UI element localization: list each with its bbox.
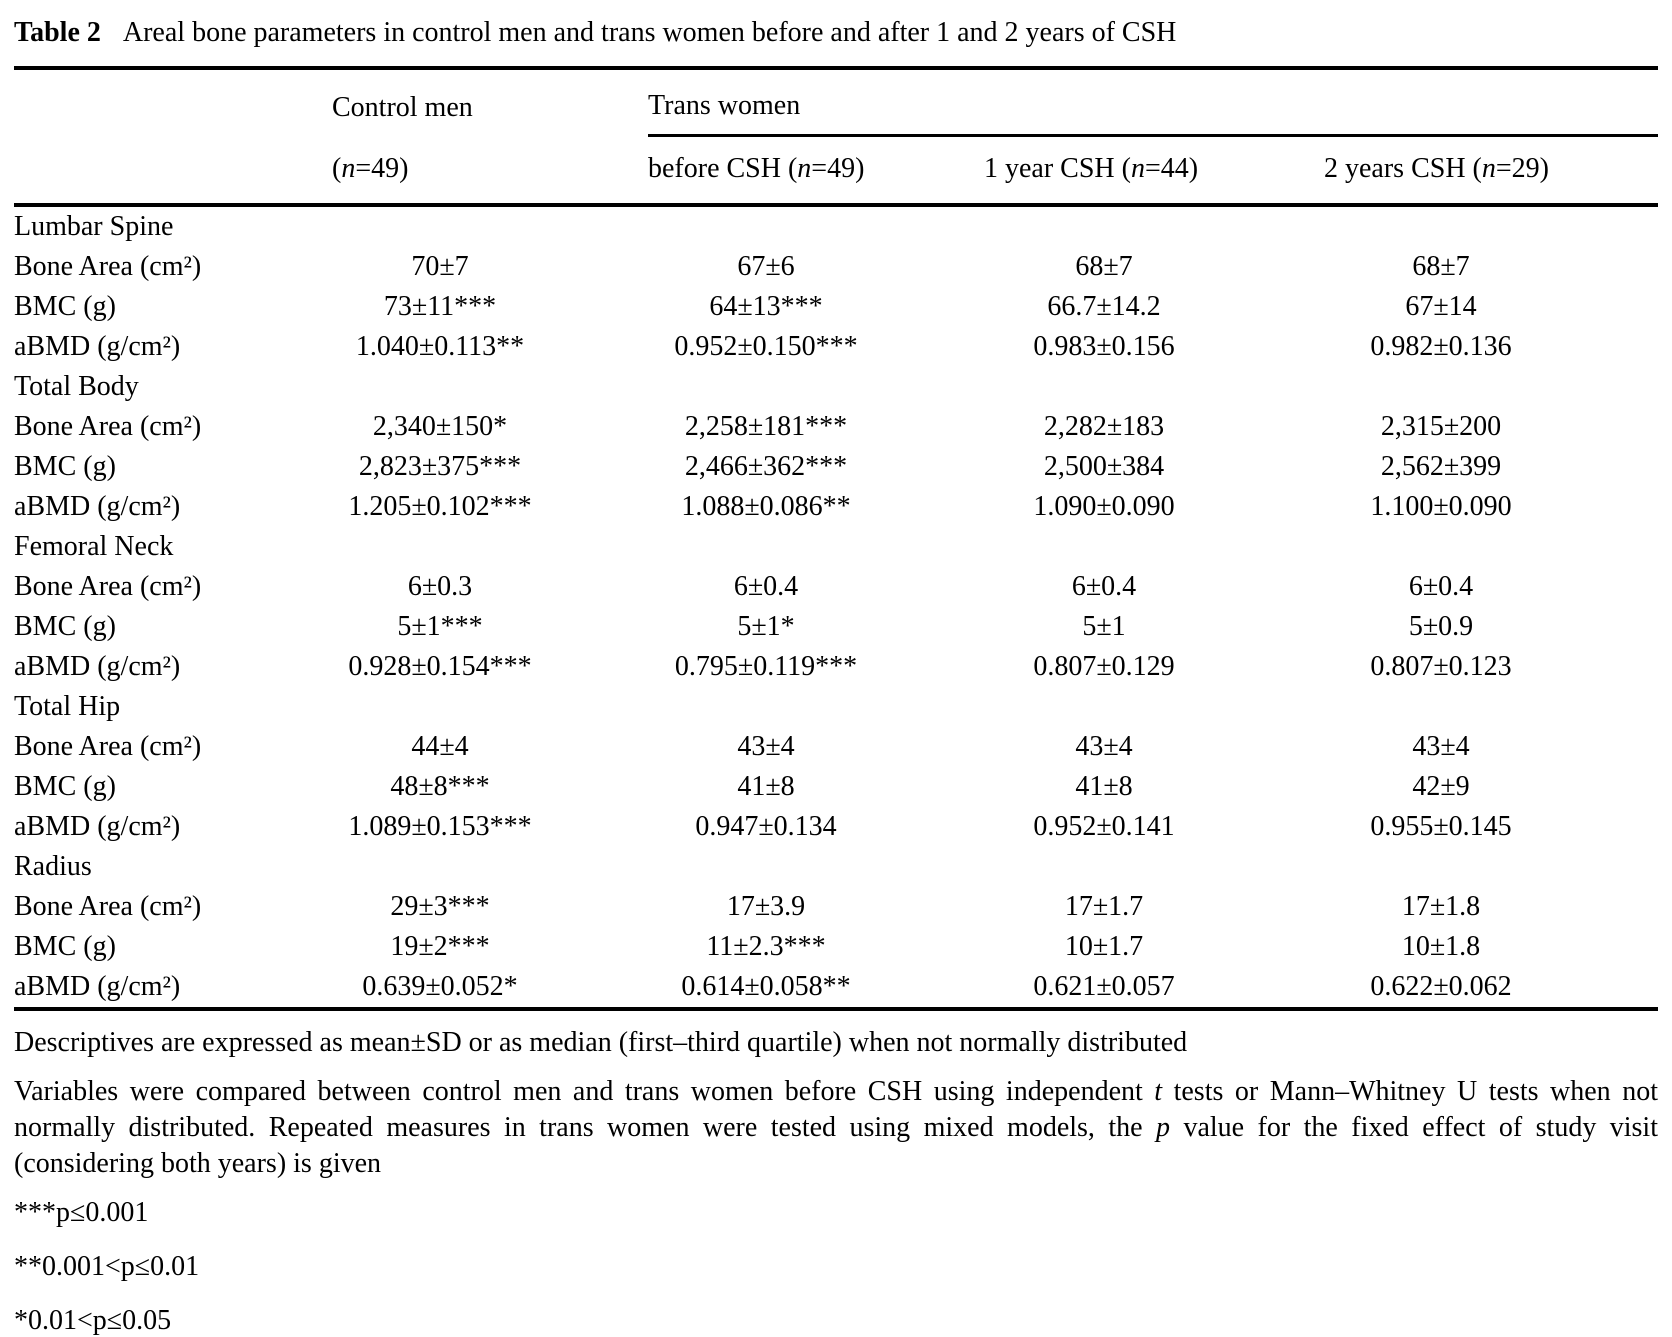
value-cell: 70±7 — [411, 251, 469, 282]
footnote-significance-2: **0.001<p≤0.01 — [14, 1251, 200, 1282]
value-cell: 67±14 — [1405, 291, 1477, 322]
value-cell: 43±4 — [1412, 731, 1470, 762]
row-label: Bone Area (cm²) — [14, 731, 202, 762]
row-label: aBMD (g/cm²) — [14, 811, 181, 842]
value-cell: 6±0.4 — [733, 571, 799, 602]
value-cell: 0.983±0.156 — [1033, 331, 1175, 362]
header-group-row — [14, 68, 1658, 136]
section-title-femoral-neck: Femoral Neck — [14, 531, 174, 562]
row-label: Bone Area (cm²) — [14, 411, 202, 442]
value-cell: 0.982±0.136 — [1370, 331, 1512, 362]
table-row — [14, 807, 1658, 847]
value-cell: 41±8 — [737, 771, 795, 802]
section-row — [14, 847, 1658, 887]
section-row — [14, 367, 1658, 407]
header-empty-cell — [14, 136, 332, 206]
value-cell: 5±1* — [737, 611, 795, 642]
value-cell: 68±7 — [1412, 251, 1470, 282]
section-title-radius: Radius — [14, 851, 92, 882]
value-cell: 2,315±200 — [1380, 411, 1502, 442]
section-row — [14, 687, 1658, 727]
value-cell: 43±4 — [1075, 731, 1133, 762]
footnote-significance-3: ***p≤0.001 — [14, 1197, 149, 1228]
subheader-before-csh: before CSH (n=49) — [648, 136, 984, 206]
row-label: aBMD (g/cm²) — [14, 967, 332, 1009]
row-label: BMC (g) — [14, 931, 116, 962]
value-cell: 0.955±0.145 — [1370, 811, 1512, 842]
value-cell: 17±1.7 — [1064, 891, 1144, 922]
section-title-total-body: Total Body — [14, 371, 139, 402]
row-label: aBMD (g/cm²) — [14, 491, 181, 522]
column-group-control-men: Control men — [332, 91, 473, 123]
value-cell: 1.100±0.090 — [1370, 491, 1512, 522]
table-row — [14, 487, 1658, 527]
value-cell: 0.795±0.119*** — [674, 651, 858, 682]
value-cell: 6±0.4 — [1071, 571, 1137, 602]
value-cell: 5±1*** — [397, 611, 483, 642]
value-cell: 2,823±375*** — [358, 451, 522, 482]
value-cell: 6±0.4 — [1408, 571, 1474, 602]
subheader-2-years-csh: 2 years CSH (n=29) — [1324, 136, 1658, 206]
value-cell: 0.807±0.123 — [1370, 651, 1512, 682]
value-cell: 0.952±0.141 — [1033, 811, 1175, 842]
section-title-total-hip: Total Hip — [14, 691, 121, 722]
value-cell: 2,282±183 — [1043, 411, 1165, 442]
value-cell: 0.952±0.150*** — [674, 331, 858, 362]
row-label: BMC (g) — [14, 611, 116, 642]
section-title-lumbar-spine: Lumbar Spine — [14, 211, 174, 242]
table-row — [14, 727, 1658, 767]
value-cell: 67±6 — [737, 251, 795, 282]
table-caption-label: Table 2 — [14, 17, 101, 48]
row-label: aBMD (g/cm²) — [14, 331, 181, 362]
value-cell: 2,562±399 — [1380, 451, 1502, 482]
header-sub-row — [14, 136, 1658, 206]
row-label: Bone Area (cm²) — [14, 891, 202, 922]
value-cell: 5±1 — [1082, 611, 1126, 642]
value-cell: 2,340±150* — [372, 411, 508, 442]
value-cell: 0.928±0.154*** — [348, 651, 532, 682]
value-cell: 1.089±0.153*** — [348, 811, 532, 842]
value-cell: 2,500±384 — [1043, 451, 1165, 482]
value-cell: 0.621±0.057 — [984, 967, 1324, 1009]
subheader-1-year-csh: 1 year CSH (n=44) — [984, 136, 1324, 206]
footnote-methods: Variables were compared between control men and trans women before CSH using independent t tests or Mann–Whitney U tests when not normally distributed. Repeated measures in trans women were tested using mixed models, the p value for the fixed effect of study visit (considering both years) is given — [14, 1076, 1658, 1179]
value-cell: 1.040±0.113** — [355, 331, 525, 362]
value-cell: 0.807±0.129 — [1033, 651, 1175, 682]
table-row — [14, 927, 1658, 967]
value-cell: 66.7±14.2 — [1047, 291, 1161, 322]
table-row — [14, 607, 1658, 647]
table-row — [14, 247, 1658, 287]
value-cell: 17±3.9 — [726, 891, 806, 922]
table-caption-text: Areal bone parameters in control men and trans women before and after 1 and 2 years of CSH — [122, 17, 1177, 48]
value-cell: 44±4 — [411, 731, 469, 762]
row-label: BMC (g) — [14, 771, 116, 802]
value-cell: 48±8*** — [390, 771, 490, 802]
footnote-significance-1: *0.01<p≤0.05 — [14, 1305, 172, 1336]
table-row — [14, 287, 1658, 327]
value-cell: 1.205±0.102*** — [348, 491, 532, 522]
value-cell: 29±3*** — [390, 891, 490, 922]
table-row — [14, 767, 1658, 807]
footnote-descriptives: Descriptives are expressed as mean±SD or as median (first–third quartile) when not normally distributed — [14, 1027, 1188, 1058]
table-row — [14, 567, 1658, 607]
value-cell: 73±11*** — [383, 291, 497, 322]
bone-parameters-table — [14, 66, 1658, 1011]
row-label: Bone Area (cm²) — [14, 251, 202, 282]
header-empty-cell — [14, 68, 332, 136]
value-cell: 0.614±0.058** — [648, 967, 984, 1009]
value-cell: 5±0.9 — [1408, 611, 1474, 642]
table-row — [14, 647, 1658, 687]
table-row — [14, 967, 1658, 1009]
value-cell: 41±8 — [1075, 771, 1133, 802]
value-cell: 2,466±362*** — [684, 451, 848, 482]
subheader-control-n: (n=49) — [332, 136, 648, 206]
value-cell: 64±13*** — [709, 291, 823, 322]
value-cell: 0.622±0.062 — [1324, 967, 1658, 1009]
value-cell: 42±9 — [1412, 771, 1470, 802]
table-caption — [14, 16, 1658, 50]
value-cell: 11±2.3*** — [706, 931, 826, 962]
value-cell: 1.088±0.086** — [681, 491, 851, 522]
section-row — [14, 205, 1658, 247]
table-row — [14, 327, 1658, 367]
value-cell: 68±7 — [1075, 251, 1133, 282]
value-cell: 17±1.8 — [1401, 891, 1481, 922]
table-row — [14, 447, 1658, 487]
row-label: aBMD (g/cm²) — [14, 651, 181, 682]
row-label: Bone Area (cm²) — [14, 571, 202, 602]
table-row — [14, 407, 1658, 447]
section-row — [14, 527, 1658, 567]
row-label: BMC (g) — [14, 451, 116, 482]
value-cell: 1.090±0.090 — [1033, 491, 1175, 522]
value-cell: 10±1.8 — [1401, 931, 1481, 962]
table-footnotes — [14, 1025, 1658, 1337]
value-cell: 2,258±181*** — [684, 411, 848, 442]
column-group-trans-women: Trans women — [648, 68, 1658, 136]
value-cell: 19±2*** — [390, 931, 490, 962]
value-cell: 0.639±0.052* — [332, 967, 648, 1009]
value-cell: 10±1.7 — [1064, 931, 1144, 962]
value-cell: 0.947±0.134 — [695, 811, 837, 842]
value-cell: 6±0.3 — [407, 571, 473, 602]
value-cell: 43±4 — [737, 731, 795, 762]
table-row — [14, 887, 1658, 927]
row-label: BMC (g) — [14, 291, 116, 322]
